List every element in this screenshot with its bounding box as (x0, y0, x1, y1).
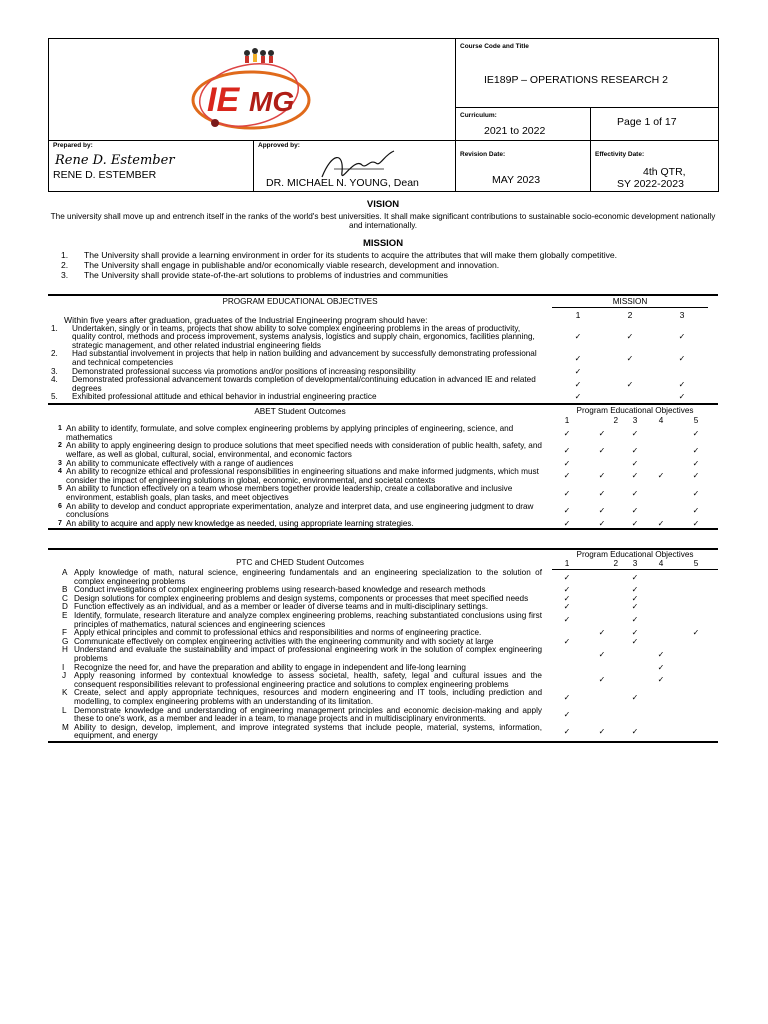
ptc-row (48, 569, 718, 586)
mission-num: 3. (61, 270, 69, 280)
ptc-table (48, 548, 718, 741)
ptc-col-3: 3 (622, 560, 648, 569)
ptc-row-text: Communicate effectively on complex engineering activities with the engineering community and with society at large (74, 636, 494, 646)
ptc-row-text: Design solutions for complex engineering problems and design systems, components or processes that meet specified needs (74, 593, 529, 603)
check-mark: ✓ (678, 392, 686, 402)
ptc-row-num: B (62, 585, 68, 595)
mission-text: The University shall provide state-of-the-art solutions to problems of industries and communities (84, 270, 448, 280)
check-mark (674, 569, 718, 586)
check-mark (674, 664, 718, 673)
abet-table (48, 403, 718, 530)
check-mark (582, 707, 622, 724)
check-mark: ✓ (678, 332, 686, 342)
check-mark: ✓ (631, 692, 639, 702)
peo-table (48, 294, 718, 402)
mission-item (48, 250, 718, 260)
check-mark (582, 638, 622, 647)
peo-intro: Within five years after graduation, graduates of the Industrial Engineering program should have: (64, 315, 428, 326)
check-mark (648, 707, 674, 724)
check-mark: ✓ (598, 727, 606, 737)
ptc-row-num: K (62, 688, 68, 698)
mission-text: The University shall engage in publishable and/or economically viable research, development and innovation. (84, 260, 500, 270)
check-mark: ✓ (574, 379, 582, 389)
check-mark (648, 485, 674, 502)
check-mark: ✓ (657, 471, 665, 481)
check-mark: ✓ (631, 488, 639, 498)
ptc-row-text: Apply knowledge of math, natural science, engineering fundamentals and an engineering specialization to the solution of complex engineering problems (74, 568, 542, 586)
check-mark: ✓ (657, 649, 665, 659)
check-mark (648, 603, 674, 612)
check-mark: ✓ (563, 458, 571, 468)
check-mark (674, 646, 718, 663)
check-mark: ✓ (631, 518, 639, 528)
peo-row (48, 350, 718, 367)
check-mark: ✓ (678, 379, 686, 389)
check-mark (582, 603, 622, 612)
abet-row-num: 2 (58, 442, 62, 450)
curriculum-value: 2021 to 2022 (484, 125, 546, 137)
peo-mission-label: MISSION (552, 295, 708, 307)
peo-row (48, 376, 718, 393)
abet-peo-label: Program Educational Objectives (576, 406, 694, 416)
check-mark (648, 586, 674, 595)
check-mark: ✓ (598, 675, 606, 685)
vision-title: VISION (366, 199, 400, 210)
check-mark (648, 569, 674, 586)
ptc-row (48, 689, 718, 706)
peo-row-num: 4. (51, 375, 58, 385)
abet-row-text: An ability to identify, formulate, and solve complex engineering problems by applying principles of engineering, science, and mathematics (66, 424, 514, 442)
mission-item (48, 260, 718, 270)
check-mark: ✓ (631, 585, 639, 595)
check-mark: ✓ (692, 518, 700, 528)
abet-title: ABET Student Outcomes (254, 407, 346, 417)
approved-caption: Approved by: (258, 142, 300, 149)
ptc-row-num: E (62, 611, 68, 620)
check-mark: ✓ (563, 615, 571, 625)
ptc-row (48, 724, 718, 741)
course-title: IE189P – OPERATIONS RESEARCH 2 (484, 74, 669, 86)
abet-col-5: 5 (693, 415, 699, 425)
mission-item (48, 270, 718, 280)
check-mark (648, 689, 674, 706)
ptc-row-num: M (62, 722, 69, 732)
logo-cell (49, 39, 456, 141)
check-mark: ✓ (631, 727, 639, 737)
check-mark (582, 569, 622, 586)
ptc-row-num: H (62, 645, 68, 655)
ptc-row-text: Understand and evaluate the sustainability and impact of professional engineering work in the solution of complex engineering problems (74, 645, 542, 663)
effectivity-caption: Effectivity Date: (595, 151, 645, 158)
abet-row-text: An ability to communicate effectively with a range of audiences (66, 458, 294, 468)
check-mark: ✓ (692, 471, 700, 481)
effectivity-line1: 4th QTR, (643, 166, 686, 178)
check-mark (582, 460, 622, 469)
check-mark: ✓ (598, 471, 606, 481)
check-mark: ✓ (631, 636, 639, 646)
check-mark: ✓ (563, 602, 571, 612)
check-mark: ✓ (563, 709, 571, 719)
ptc-row-num: D (62, 602, 68, 612)
ptc-row-text: Ability to design, develop, implement, and improve integrated systems that include people, material, systems, information, equipment, and energy (74, 722, 542, 741)
header-table (48, 38, 719, 192)
abet-col-4: 4 (658, 415, 664, 425)
check-mark: ✓ (631, 445, 639, 455)
check-mark: ✓ (631, 471, 639, 481)
vision-text: The university shall move up and entrench itself in the ranks of the world's best universities. It shall make significant contributions to sustainable socio-economic development nationally and internationally. (50, 212, 716, 230)
ptc-row (48, 612, 718, 629)
ptc-row-text: Function effectively as an individual, and as a member or leader of diverse teams and in multi-disciplinary settings. (74, 602, 488, 612)
peo-row-num: 2. (51, 349, 58, 359)
document-page (48, 38, 718, 743)
ptc-row-text: Apply ethical principles and commit to professional ethics and responsibilities and norms of engineering practice. (74, 628, 482, 638)
check-mark: ✓ (657, 662, 665, 672)
check-mark (674, 595, 718, 604)
abet-row-text: An ability to apply engineering design to produce solutions that meet specified needs with consideration of public health, safety, and welfare, as well as global, cultural, social, environmental, and economic factors (66, 441, 542, 459)
ptc-row-num: L (62, 705, 67, 715)
ptc-row-text: Recognize the need for, and have the preparation and ability to engage in independent and life-long learning (74, 662, 466, 672)
check-mark (648, 460, 674, 469)
check-mark (648, 442, 674, 459)
check-mark: ✓ (598, 518, 606, 528)
check-mark: ✓ (631, 593, 639, 603)
peo-body (48, 325, 718, 402)
ptc-col-1: 1 (552, 560, 582, 569)
check-mark: ✓ (563, 445, 571, 455)
abet-row (48, 503, 718, 520)
check-mark (648, 724, 674, 741)
abet-row-num: 6 (58, 502, 62, 510)
check-mark (674, 603, 718, 612)
check-mark (622, 707, 648, 724)
check-mark (622, 646, 648, 663)
mission-num: 2. (61, 260, 69, 270)
ptc-row-text: Create, select and apply appropriate techniques, resources and modern engineering and IT tools, including prediction and modelling, to complex engineering problems with an understanding of its limitation. (74, 688, 542, 706)
abet-row-num: 4 (58, 468, 62, 476)
check-mark (622, 672, 648, 689)
check-mark (582, 586, 622, 595)
ptc-bottom-rule (48, 741, 718, 743)
revision-cell (456, 141, 591, 192)
check-mark: ✓ (678, 353, 686, 363)
check-mark: ✓ (626, 332, 634, 342)
prepared-name: RENE D. ESTEMBER (53, 169, 157, 181)
check-mark: ✓ (626, 353, 634, 363)
ptc-row-text: Demonstrate knowledge and understanding of engineering management principles and economic decision-making and apply these to one's work, as a member and leader in a team, to manage projects and in multidisciplinary environments. (74, 705, 542, 724)
prepared-signature: Rene D. Estember (55, 153, 175, 168)
course-cell (456, 39, 719, 108)
abet-row-text: An ability to function effectively on a team whose members together provide leadership, create a collaborative and inclusive environment, establish goals, plan tasks, and meet objectives (66, 484, 513, 502)
check-mark (582, 689, 622, 706)
peo-row (48, 393, 718, 402)
check-mark (582, 612, 622, 629)
peo-row-num: 5. (51, 392, 58, 402)
check-mark: ✓ (598, 505, 606, 515)
check-mark: ✓ (631, 602, 639, 612)
mission-list (48, 250, 718, 280)
ptc-row-num: F (62, 628, 68, 638)
ptc-row (48, 707, 718, 724)
prepared-cell (49, 141, 254, 192)
check-mark: ✓ (692, 458, 700, 468)
peo-col-3: 3 (679, 309, 685, 320)
approved-name: DR. MICHAEL N. YOUNG, Dean (266, 177, 419, 189)
check-mark: ✓ (598, 628, 606, 638)
mission-section (48, 238, 718, 280)
peo-row-text: Demonstrated professional success via promotions and/or positions of increasing responsibility (72, 366, 416, 376)
effectivity-line2: SY 2022-2023 (617, 178, 684, 190)
approved-cell (254, 141, 456, 192)
check-mark (582, 595, 622, 604)
check-mark: ✓ (692, 628, 700, 638)
check-mark (582, 664, 622, 673)
peo-col-2: 2 (627, 309, 633, 320)
peo-row-num: 3. (51, 366, 58, 376)
check-mark (648, 638, 674, 647)
check-mark (674, 724, 718, 741)
check-mark: ✓ (563, 593, 571, 603)
page-number: Page 1 of 17 (617, 116, 677, 128)
check-mark: ✓ (563, 585, 571, 595)
check-mark (604, 393, 656, 402)
ptc-row-text: Conduct investigations of complex engineering problems using research-based knowledge and research methods (74, 585, 486, 595)
ptc-title: PTC and CHED Student Outcomes (236, 558, 364, 568)
check-mark: ✓ (631, 572, 639, 582)
ptc-row-num: A (62, 568, 68, 578)
curriculum-cell (456, 108, 591, 141)
prepared-caption: Prepared by: (53, 142, 93, 149)
check-mark (674, 689, 718, 706)
check-mark (648, 612, 674, 629)
check-mark (552, 664, 582, 673)
check-mark (674, 586, 718, 595)
revision-date: MAY 2023 (492, 174, 541, 186)
iemg-logo (189, 45, 319, 133)
page-cell (591, 108, 719, 141)
check-mark: ✓ (563, 692, 571, 702)
peo-row-text: Undertaken, singly or in teams, projects that show ability to solve complex engineering problems in the areas of productivity, quality control, methods and process improvement, systems analysis, logistics and supply chain, ergonomics, facilities planning, strategic management, and other related industrial engineering fields (72, 323, 535, 350)
check-mark: ✓ (563, 727, 571, 737)
ptc-row-num: I (62, 662, 65, 672)
check-mark (674, 612, 718, 629)
peo-row-text: Had substantial involvement in projects that help in nation building and advancement by successfully demonstrating professional and technical competencies (72, 349, 537, 368)
check-mark (552, 646, 582, 663)
check-mark (648, 629, 674, 638)
ptc-row-text: Identify, formulate, research literature and analyze complex engineering problems, reaching substantiated conclusions using first principles of mathematics, natural sciences and engineering sciences (74, 611, 542, 629)
check-mark: ✓ (574, 353, 582, 363)
abet-row (48, 520, 718, 530)
revision-caption: Revision Date: (460, 151, 506, 158)
peo-row-text: Exhibited professional attitude and ethical behavior in industrial engineering practice (72, 392, 377, 402)
abet-row-text: An ability to develop and conduct appropriate experimentation, analyze and interpret data, and use engineering judgment to draw conclusions (66, 501, 534, 520)
check-mark: ✓ (598, 649, 606, 659)
ptc-row-num: G (62, 636, 69, 646)
check-mark (674, 707, 718, 724)
abet-row-text: An ability to recognize ethical and professional responsibilities in engineering situations and make informed judgments, which must consider the impact of engineering solutions in global, economic, environmental, and societal contexts (66, 467, 539, 485)
abet-row (48, 425, 718, 442)
check-mark: ✓ (574, 332, 582, 342)
peo-row (48, 325, 718, 351)
mission-title: MISSION (362, 238, 404, 249)
abet-row-num: 7 (58, 519, 62, 527)
vision-section (48, 199, 718, 230)
check-mark: ✓ (563, 572, 571, 582)
abet-row (48, 468, 718, 485)
svg-text:MG: MG (249, 86, 295, 117)
abet-col-2: 2 (613, 415, 619, 425)
logo-figures (244, 48, 274, 63)
mission-text: The University shall provide a learning environment in order for its students to acquire the attributes that will make them globally competitive. (84, 250, 618, 260)
ptc-peo-label: Program Educational Objectives (576, 550, 694, 560)
check-mark (656, 368, 708, 377)
ptc-row-num: C (62, 593, 68, 603)
abet-row-num: 3 (58, 459, 62, 467)
check-mark: ✓ (598, 428, 606, 438)
abet-row-text: An ability to acquire and apply new knowledge as needed, using appropriate learning strategies. (66, 518, 414, 528)
check-mark (552, 672, 582, 689)
check-mark: ✓ (626, 379, 634, 389)
check-mark (648, 425, 674, 442)
course-caption: Course Code and Title (460, 43, 529, 50)
ptc-row (48, 672, 718, 689)
check-mark: ✓ (563, 518, 571, 528)
check-mark (674, 672, 718, 689)
ptc-row-text: Apply reasoning informed by contextual knowledge to assess societal, health, safety, legal and cultural issues and the consequent responsibilities relevant to professional engineering practice and solutions to complex engineering problems (74, 671, 542, 689)
peo-row-text: Demonstrated professional advancement towards completion of developmental/continuing education in advanced IE and related degrees (72, 375, 536, 393)
mission-num: 1. (61, 250, 69, 260)
check-mark: ✓ (563, 505, 571, 515)
check-mark: ✓ (692, 505, 700, 515)
ptc-col-4: 4 (648, 560, 674, 569)
check-mark (604, 368, 656, 377)
check-mark: ✓ (574, 366, 582, 376)
check-mark: ✓ (631, 505, 639, 515)
abet-row (48, 442, 718, 459)
abet-row-num: 1 (58, 425, 62, 433)
check-mark: ✓ (574, 392, 582, 402)
check-mark: ✓ (631, 428, 639, 438)
abet-row (48, 485, 718, 502)
check-mark: ✓ (563, 428, 571, 438)
check-mark (648, 595, 674, 604)
ptc-col-2: 2 (582, 560, 622, 569)
ptc-col-5: 5 (674, 560, 718, 569)
abet-col-1: 1 (564, 415, 570, 425)
curriculum-caption: Curriculum: (460, 112, 497, 119)
check-mark: ✓ (692, 445, 700, 455)
check-mark (674, 638, 718, 647)
svg-text:IE: IE (207, 81, 240, 119)
abet-body (48, 425, 718, 529)
check-mark: ✓ (631, 615, 639, 625)
check-mark (648, 503, 674, 520)
check-mark: ✓ (657, 675, 665, 685)
abet-col-3: 3 (632, 415, 638, 425)
check-mark: ✓ (631, 628, 639, 638)
peo-row-num: 1. (51, 323, 58, 333)
check-mark: ✓ (657, 518, 665, 528)
check-mark: ✓ (563, 636, 571, 646)
ptc-body (48, 569, 718, 741)
check-mark: ✓ (692, 488, 700, 498)
peo-title: PROGRAM EDUCATIONAL OBJECTIVES (222, 297, 378, 306)
check-mark: ✓ (631, 458, 639, 468)
check-mark (622, 664, 648, 673)
peo-col-1: 1 (575, 309, 581, 320)
check-mark: ✓ (692, 428, 700, 438)
check-mark: ✓ (563, 471, 571, 481)
abet-row-num: 5 (58, 485, 62, 493)
effectivity-cell (591, 141, 719, 192)
check-mark: ✓ (563, 488, 571, 498)
ptc-row (48, 646, 718, 663)
check-mark: ✓ (598, 488, 606, 498)
check-mark: ✓ (598, 445, 606, 455)
ptc-row-num: J (62, 671, 67, 681)
